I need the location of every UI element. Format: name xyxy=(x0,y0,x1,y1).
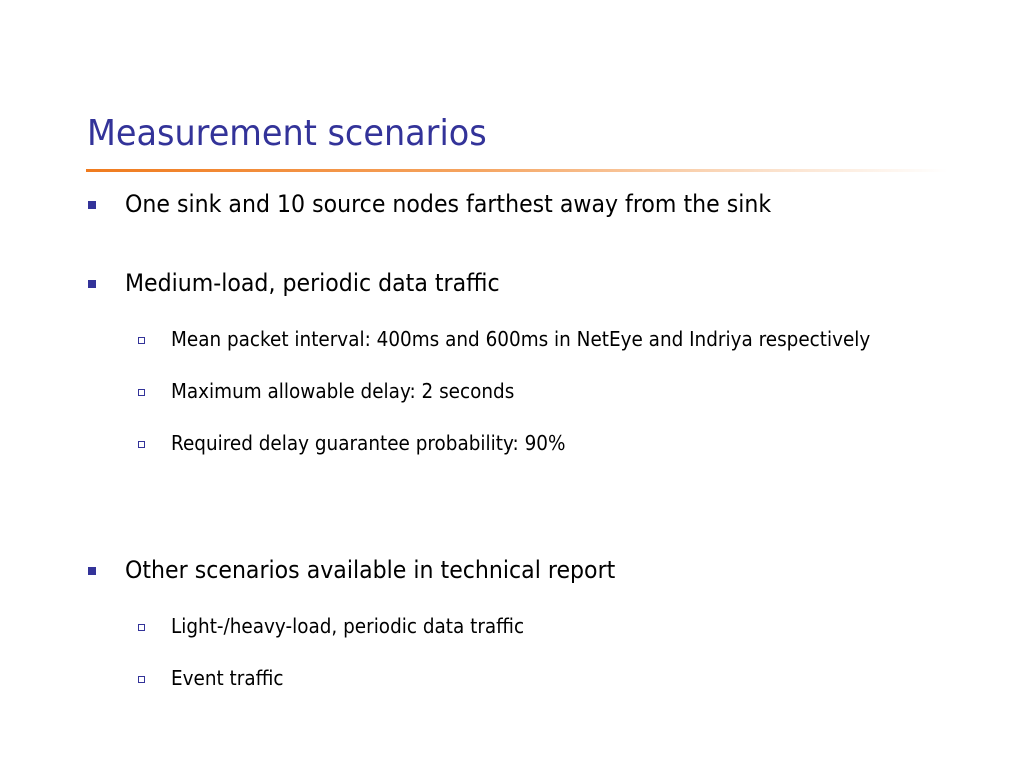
hollow-square-bullet-icon xyxy=(138,624,145,631)
hollow-square-bullet-icon xyxy=(138,389,145,396)
sub-bullet-text: Light-/heavy-load, periodic data traffic xyxy=(171,614,525,638)
bullet-text: Other scenarios available in technical report xyxy=(125,556,616,584)
hollow-square-bullet-icon xyxy=(138,676,145,683)
hollow-square-bullet-icon xyxy=(138,337,145,344)
sub-bullet-text: Maximum allowable delay: 2 seconds xyxy=(171,379,515,403)
sub-bullet-text: Event traffic xyxy=(171,666,284,690)
bullet-text: One sink and 10 source nodes farthest away from the sink xyxy=(125,190,772,218)
filled-square-bullet-icon xyxy=(88,201,96,209)
filled-square-bullet-icon xyxy=(88,567,96,575)
hollow-square-bullet-icon xyxy=(138,441,145,448)
bullet-text: Medium-load, periodic data traffic xyxy=(125,269,500,297)
title-underline xyxy=(86,169,948,172)
sub-bullet-text: Mean packet interval: 400ms and 600ms in NetEye and Indriya respectively xyxy=(171,327,871,351)
sub-bullet-text: Required delay guarantee probability: 90% xyxy=(171,431,566,455)
slide-title: Measurement scenarios xyxy=(87,113,487,154)
filled-square-bullet-icon xyxy=(88,280,96,288)
